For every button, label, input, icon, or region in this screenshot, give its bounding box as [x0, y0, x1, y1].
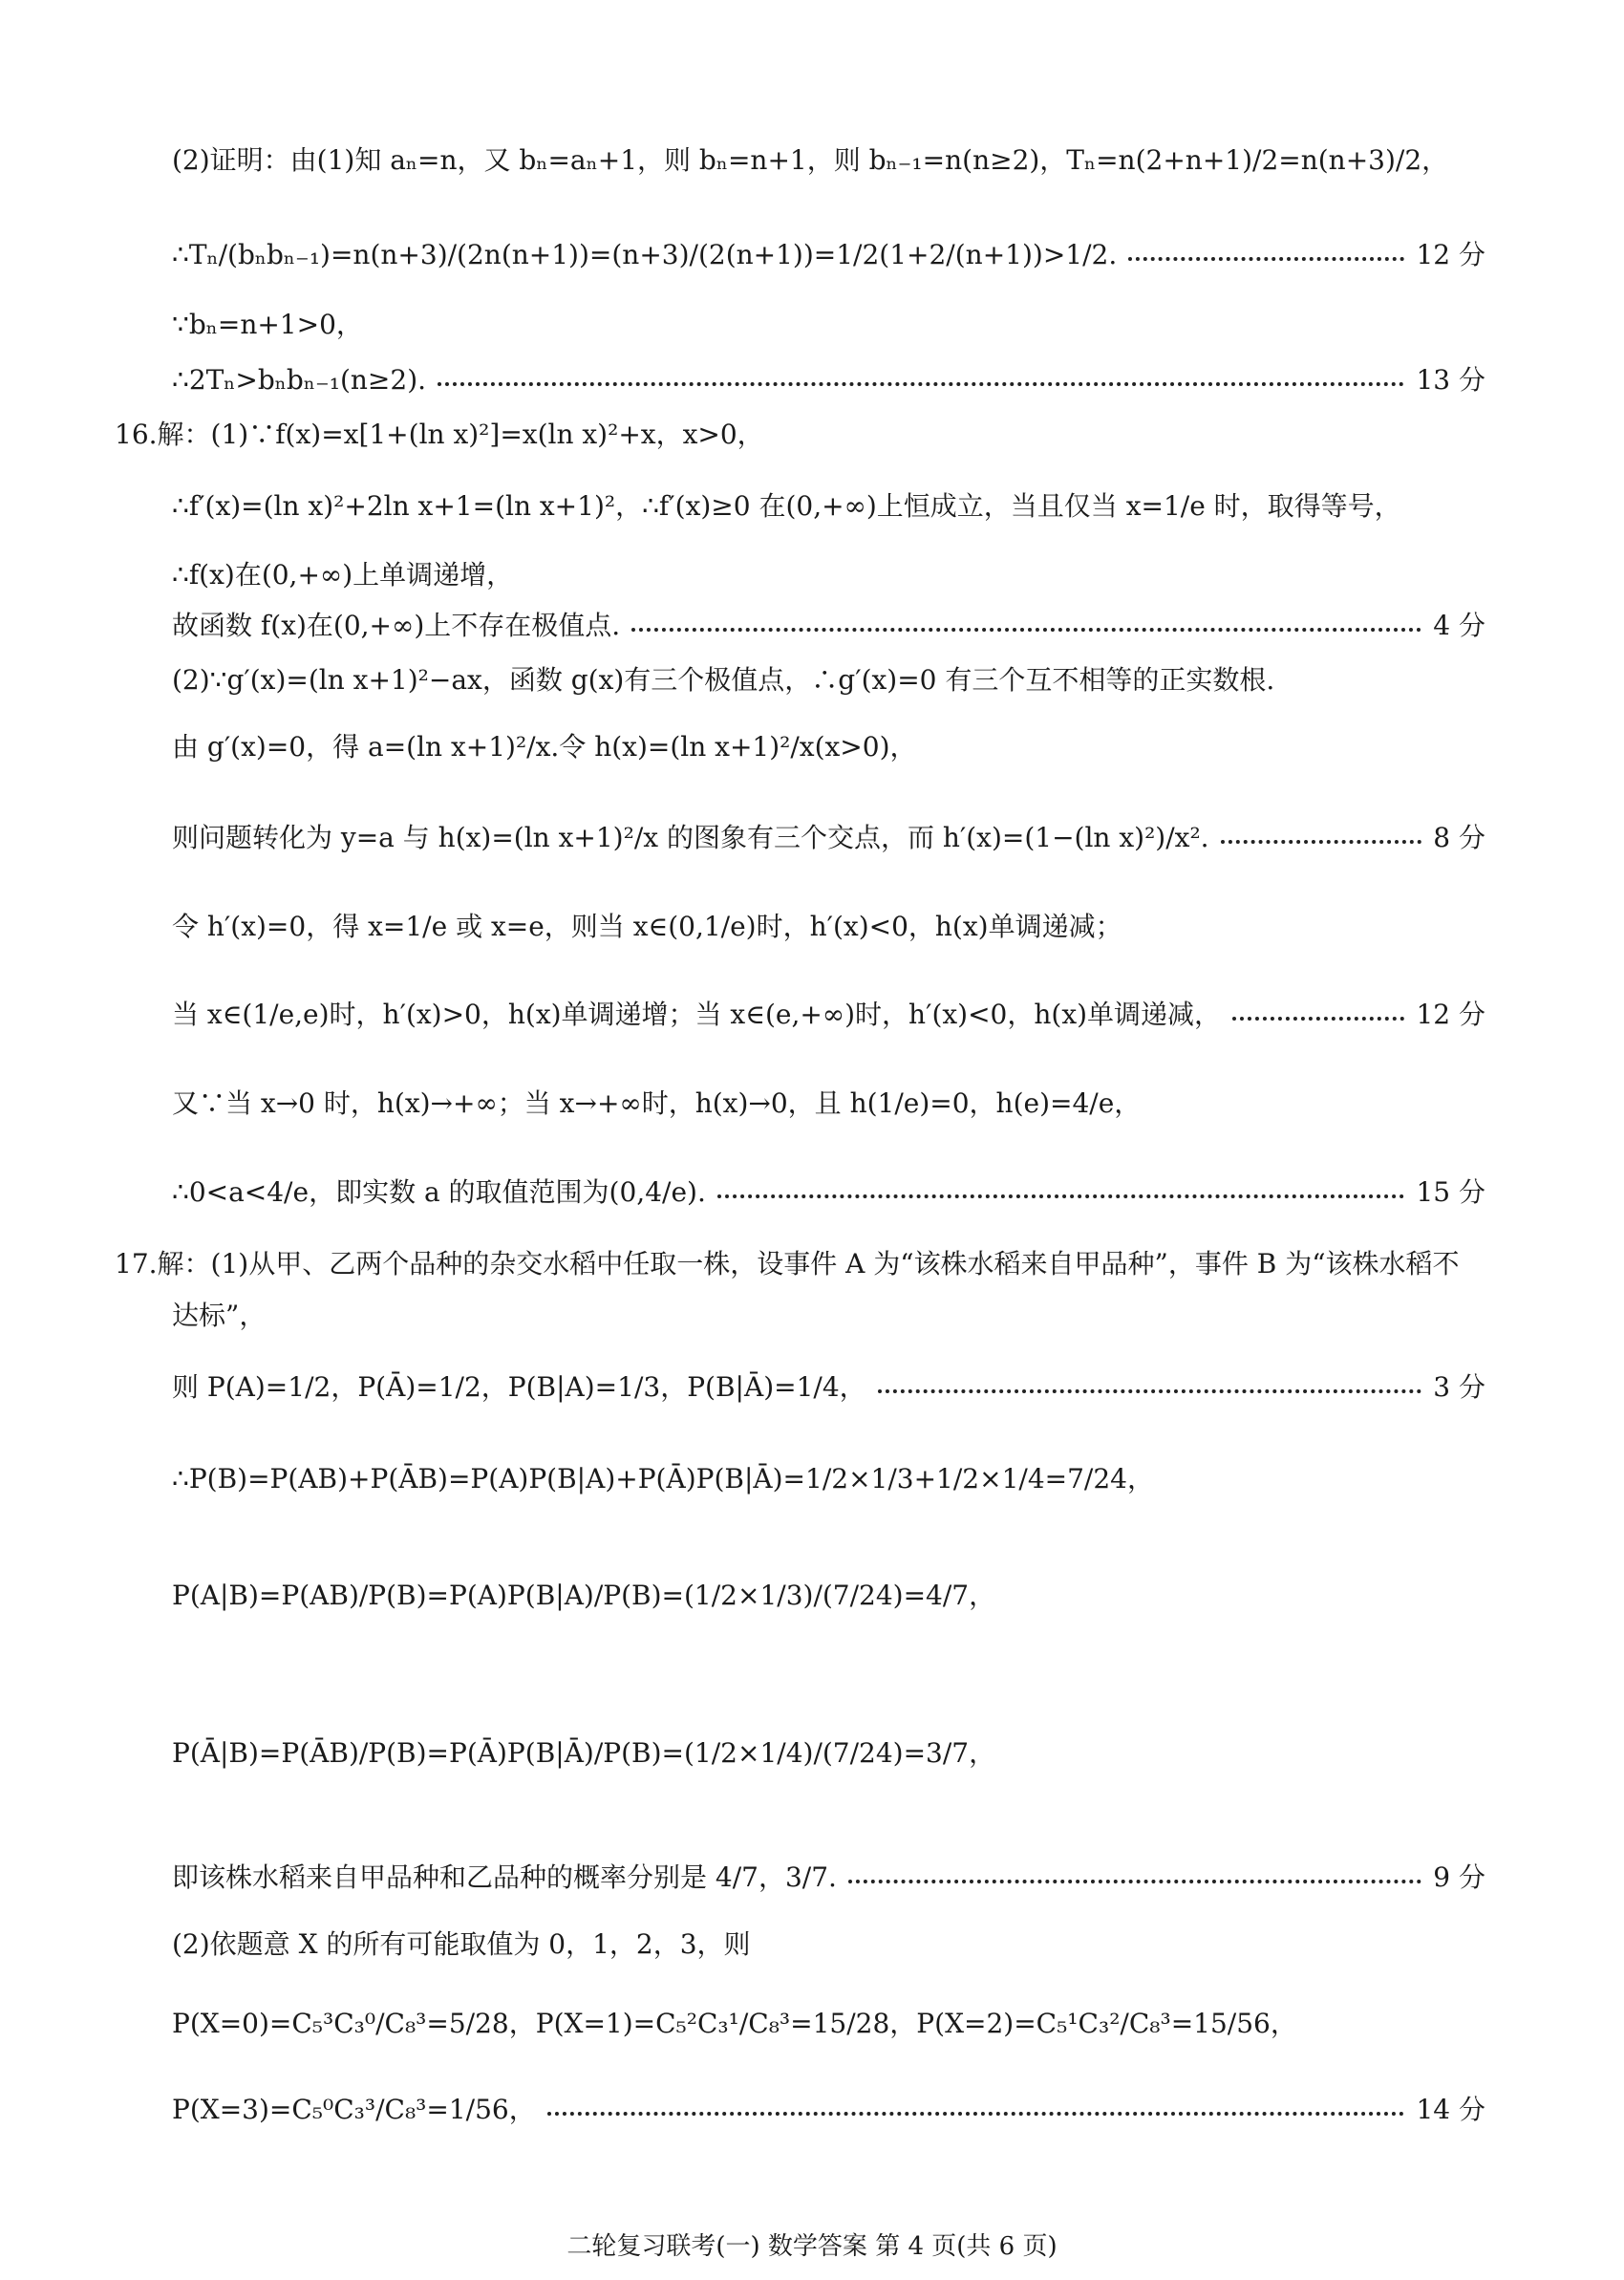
q16-intervals-line: 当 x∈(1/e,e)时，h′(x)>0，h(x)单调递增；当 x∈(e,+∞)时，h′(x)<0，h(x)单调递减， 12 分	[172, 996, 1485, 1034]
q16-monotonic-line: ∴f(x)在(0,+∞)上单调递增，	[172, 559, 514, 591]
q17-conclusion-line: 即该株水稻来自甲品种和乙品种的概率分别是 4/7，3/7. 9 分	[172, 1859, 1485, 1897]
q17-total-prob-line: ∴P(B)=P(AB)+P(ĀB)=P(A)P(B|A)+P(Ā)P(B|Ā)=1/2×1/3+1/2×1/4=7/24，	[172, 1463, 1154, 1495]
dot-leader	[1232, 1017, 1404, 1021]
q17-p3-line: P(X=3)=C₅⁰C₃³/C₈³=1/56， 14 分	[172, 2091, 1485, 2129]
q16-critical-points-line: 令 h′(x)=0，得 x=1/e 或 x=e，则当 x∈(0,1/e)时，h′(x)<0，h(x)单调递减；	[172, 911, 1122, 942]
q16-derivative-line: ∴f′(x)=(ln x)²+2ln x+1=(ln x+1)²，∴f′(x)≥0 在(0,+∞)上恒成立，当且仅当 x=1/e 时，取得等号，	[172, 490, 1401, 522]
score-label: 9 分	[1433, 1861, 1485, 1893]
score-label: 15 分	[1416, 1176, 1485, 1208]
proof-conclusion-line: ∴2Tₙ>bₙbₙ₋₁(n≥2). 13 分	[172, 361, 1485, 399]
dot-leader	[878, 1389, 1422, 1393]
q17-bayes-abar-line: P(Ā|B)=P(ĀB)/P(B)=P(Ā)P(B|Ā)/P(B)=(1/2×1/4)/(7/24)=3/7，	[172, 1737, 996, 1769]
proof-positive-line: ∵bₙ=n+1>0，	[172, 309, 363, 340]
q17-probabilities-line: 则 P(A)=1/2，P(Ā)=1/2，P(B|A)=1/3，P(B|Ā)=1/4， 3 分	[172, 1368, 1485, 1407]
dot-leader	[1221, 840, 1422, 844]
q16-part2-start: (2)∵g′(x)=(ln x+1)²−ax，函数 g(x)有三个极值点，∴g′(x)=0 有三个互不相等的正实数根.	[172, 664, 1275, 696]
proof-ratio-line: ∴Tₙ/(bₙbₙ₋₁)=n(n+3)/(2n(n+1))=(n+3)/(2(n+1))=1/2(1+2/(n+1))>1/2. 12 分	[172, 236, 1485, 274]
q17-distribution-line: P(X=0)=C₅³C₃⁰/C₈³=5/28，P(X=1)=C₅²C₃¹/C₈³=15/28，P(X=2)=C₅¹C₃²/C₈³=15/56，	[172, 2008, 1297, 2039]
dot-leader	[547, 2112, 1405, 2116]
page-footer: 二轮复习联考(一) 数学答案 第 4 页(共 6 页)	[566, 2232, 1058, 2261]
dot-leader	[631, 628, 1421, 632]
q17-part1-start: 17.解：(1)从甲、乙两个品种的杂交水稻中任取一株，设事件 A 为“该株水稻来自甲品种”，事件 B 为“该株水稻不	[115, 1248, 1460, 1280]
q17-bayes-a-line: P(A|B)=P(AB)/P(B)=P(A)P(B|A)/P(B)=(1/2×1/3)/(7/24)=4/7，	[172, 1580, 996, 1611]
score-label: 12 分	[1416, 999, 1485, 1030]
proof-part2-intro: (2)证明：由(1)知 aₙ=n，又 bₙ=aₙ+1，则 bₙ=n+1，则 bₙ₋₁=n(n≥2)，Tₙ=n(2+n+1)/2=n(n+3)/2，	[172, 144, 1449, 176]
dot-leader	[848, 1880, 1421, 1883]
score-label: 14 分	[1416, 2094, 1485, 2125]
dot-leader	[1128, 257, 1404, 261]
q16-define-h-line: 由 g′(x)=0，得 a=(ln x+1)²/x.令 h(x)=(ln x+1)²/x(x>0)，	[172, 731, 917, 763]
q16-limits-line: 又∵当 x→0 时，h(x)→+∞；当 x→+∞时，h(x)→0，且 h(1/e)=0，h(e)=4/e，	[172, 1087, 1142, 1119]
q17-part2-start: (2)依题意 X 的所有可能取值为 0，1，2，3，则	[172, 1928, 751, 1960]
score-label: 3 分	[1433, 1371, 1485, 1403]
q16-part1-start: 16.解：(1)∵f(x)=x[1+(ln x)²]=x(ln x)²+x，x>0，	[115, 419, 764, 450]
q16-no-extremum-line: 故函数 f(x)在(0,+∞)上不存在极值点. 4 分	[172, 607, 1485, 645]
dot-leader	[717, 1194, 1405, 1198]
dot-leader	[438, 382, 1404, 386]
q17-continuation: 达标”，	[172, 1300, 267, 1331]
score-label: 13 分	[1416, 364, 1485, 396]
q16-transform-line: 则问题转化为 y=a 与 h(x)=(ln x+1)²/x 的图象有三个交点，而 h′(x)=(1−(ln x)²)/x². 8 分	[172, 819, 1485, 857]
score-label: 8 分	[1433, 822, 1485, 853]
q16-answer-line: ∴0<a<4/e，即实数 a 的取值范围为(0,4/e). 15 分	[172, 1173, 1485, 1212]
score-label: 4 分	[1433, 610, 1485, 641]
score-label: 12 分	[1416, 239, 1485, 270]
